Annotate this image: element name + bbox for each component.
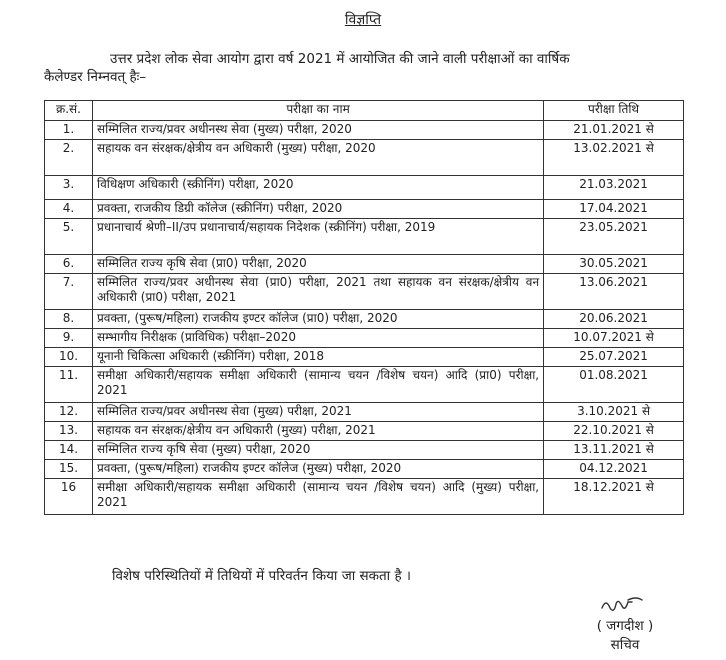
row-exam-name: समीक्षा अधिकारी/सहायक समीक्षा अधिकारी (सामान्य चयन /विशेष चयन) आदि (प्रा0) परीक्षा, 2021	[92, 367, 543, 403]
row-serial: 16	[45, 479, 93, 515]
row-exam-name: प्रवक्ता, (पुरूष/महिला) राजकीय इण्टर कॉलेज (मुख्य) परीक्षा, 2020	[92, 460, 543, 479]
row-serial: 4.	[45, 200, 93, 219]
table-row	[45, 140, 684, 176]
table-row	[45, 219, 684, 255]
header-exam-date: परीक्षा तिथि	[544, 101, 684, 121]
row-exam-name: सहायक वन संरक्षक/क्षेत्रीय वन अधिकारी (मुख्य) परीक्षा, 2021	[92, 422, 543, 441]
row-exam-name: सम्मिलित राज्य कृषि सेवा (मुख्य) परीक्षा, 2020	[92, 441, 543, 460]
row-exam-name: यूनानी चिकित्सा अधिकारी (स्क्रीनिंग) परीक्षा, 2018	[92, 348, 543, 367]
row-serial: 2.	[45, 140, 93, 176]
row-exam-name: प्रवक्ता, राजकीय डिग्री कॉलेज (स्क्रीनिंग) परीक्षा, 2020	[92, 200, 543, 219]
row-exam-date: 18.12.2021 से	[544, 479, 684, 515]
row-serial: 15.	[45, 460, 93, 479]
signatory-title: सचिव	[610, 637, 640, 653]
row-exam-date: 21.01.2021 से	[544, 121, 684, 140]
row-serial: 10.	[45, 348, 93, 367]
row-serial: 12.	[45, 403, 93, 422]
table-row	[45, 460, 684, 479]
row-exam-date: 13.06.2021	[544, 274, 684, 310]
row-exam-date: 25.07.2021	[544, 348, 684, 367]
table-row	[45, 255, 684, 274]
row-exam-date: 20.06.2021	[544, 310, 684, 329]
intro-line-1: उत्तर प्रदेश लोक सेवा आयोग द्वारा वर्ष 2021 में आयोजित की जाने वाली परीक्षाओं का वार्षिक	[110, 51, 570, 67]
row-exam-name: प्रवक्ता, (पुरूष/महिला) राजकीय इण्टर कॉलेज (प्रा0) परीक्षा, 2020	[92, 310, 543, 329]
row-exam-name: सम्मिलित राज्य/प्रवर अधीनस्थ सेवा (प्रा0) परीक्षा, 2021 तथा सहायक वन संरक्षक/क्षेत्रीय वन अधिकारी (प्रा0) परीक्षा, 2021	[92, 274, 543, 310]
row-exam-date: 13.11.2021 से	[544, 441, 684, 460]
row-exam-name: सहायक वन संरक्षक/क्षेत्रीय वन अधिकारी (मुख्य) परीक्षा, 2020	[92, 140, 543, 176]
header-exam-name: परीक्षा का नाम	[92, 101, 543, 121]
row-exam-date: 04.12.2021	[544, 460, 684, 479]
table-row	[45, 367, 684, 403]
table-header-row	[45, 101, 684, 121]
table-row	[45, 422, 684, 441]
intro-paragraph	[44, 50, 670, 86]
header-serial: क्र.सं.	[45, 101, 93, 121]
table-row	[45, 348, 684, 367]
table-row	[45, 329, 684, 348]
table-row	[45, 310, 684, 329]
row-serial: 7.	[45, 274, 93, 310]
table-row	[45, 479, 684, 515]
row-exam-name: विधिक्षण अधिकारी (स्क्रीनिंग) परीक्षा, 2020	[92, 176, 543, 200]
row-exam-date: 23.05.2021	[544, 219, 684, 255]
row-exam-date: 10.07.2021 से	[544, 329, 684, 348]
row-exam-name: समीक्षा अधिकारी/सहायक समीक्षा अधिकारी (सामान्य चयन /विशेष चयन) आदि (मुख्य) परीक्षा, 2021	[92, 479, 543, 515]
signature-mark	[598, 594, 646, 616]
row-exam-name: सम्मिलित राज्य/प्रवर अधीनस्थ सेवा (मुख्य) परीक्षा, 2020	[92, 121, 543, 140]
row-exam-date: 22.10.2021 से	[544, 422, 684, 441]
table-row	[45, 200, 684, 219]
row-exam-name: सम्मिलित राज्य कृषि सेवा (प्रा0) परीक्षा, 2020	[92, 255, 543, 274]
row-exam-date: 21.03.2021	[544, 176, 684, 200]
row-exam-name: प्रधानाचार्य श्रेणी–II/उप प्रधानाचार्य/सहायक निदेशक (स्क्रीनिंग) परीक्षा, 2019	[92, 219, 543, 255]
row-exam-name: सम्भागीय निरीक्षक (प्राविधिक) परीक्षा–2020	[92, 329, 543, 348]
row-exam-date: 3.10.2021 से	[544, 403, 684, 422]
row-exam-date: 01.08.2021	[544, 367, 684, 403]
row-serial: 8.	[45, 310, 93, 329]
row-exam-date: 17.04.2021	[544, 200, 684, 219]
table-row	[45, 441, 684, 460]
footnote: विशेष परिस्थितियों में तिथियों में परिवर्तन किया जा सकता है ।	[112, 568, 412, 584]
row-serial: 3.	[45, 176, 93, 200]
page-title: विज्ञप्ति	[344, 12, 382, 28]
row-serial: 13.	[45, 422, 93, 441]
exam-calendar-table	[44, 100, 684, 515]
row-serial: 1.	[45, 121, 93, 140]
row-exam-date: 30.05.2021	[544, 255, 684, 274]
table-row	[45, 274, 684, 310]
row-exam-name: सम्मिलित राज्य/प्रवर अधीनस्थ सेवा (मुख्य) परीक्षा, 2021	[92, 403, 543, 422]
intro-line-2: कैलेण्डर निम्नवत् हैः–	[44, 69, 147, 85]
row-serial: 9.	[45, 329, 93, 348]
table-row	[45, 121, 684, 140]
row-serial: 14.	[45, 441, 93, 460]
row-serial: 6.	[45, 255, 93, 274]
row-serial: 5.	[45, 219, 93, 255]
row-exam-date: 13.02.2021 से	[544, 140, 684, 176]
table-row	[45, 403, 684, 422]
row-serial: 11.	[45, 367, 93, 403]
table-row	[45, 176, 684, 200]
signatory-name: ( जगदीश )	[596, 618, 654, 634]
